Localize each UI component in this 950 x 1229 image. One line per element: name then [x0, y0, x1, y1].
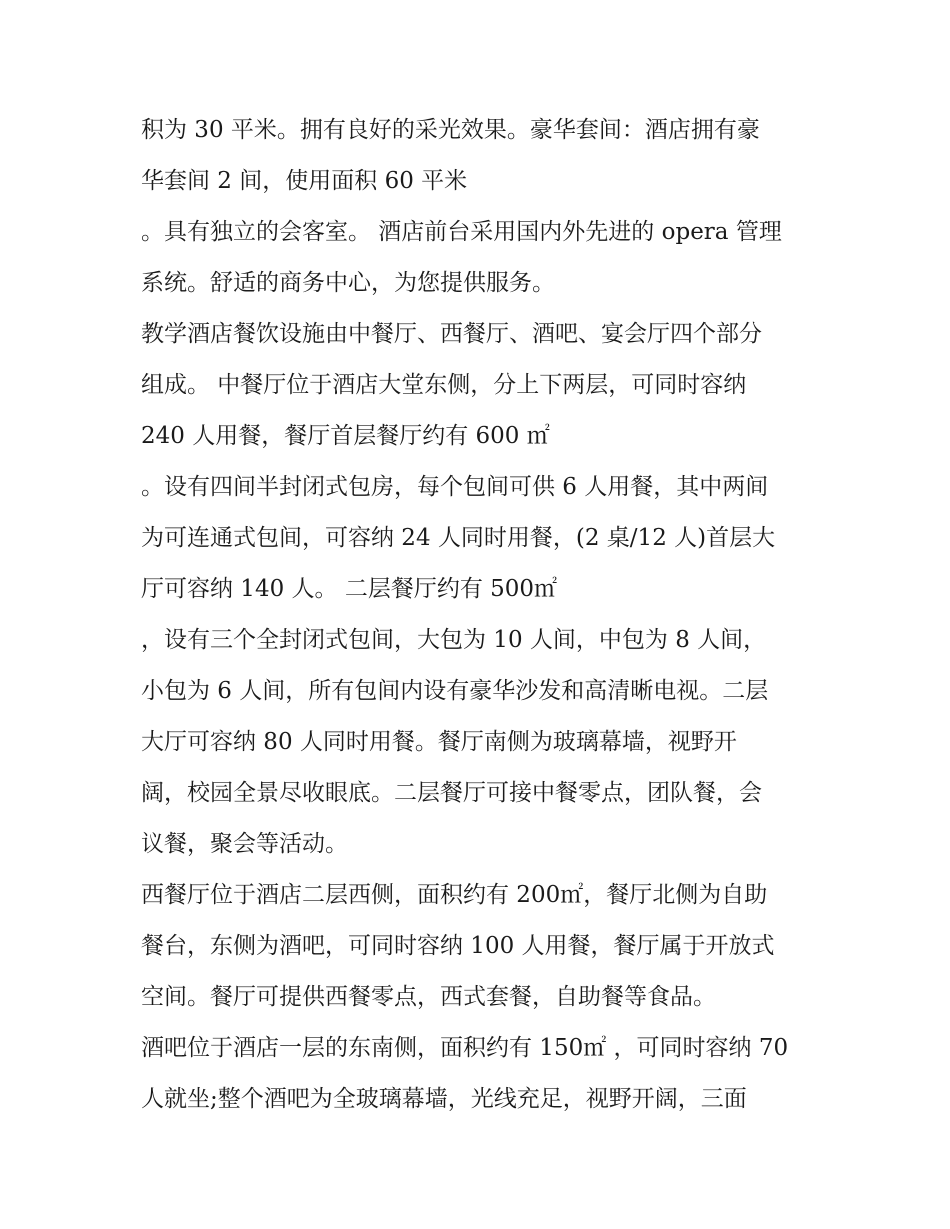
- text-line: 积为 30 平米。拥有良好的采光效果。豪华套间：酒店拥有豪: [141, 117, 760, 143]
- text-line: 。设有四间半封闭式包房，每个包间可供 6 人用餐，其中两间: [141, 474, 769, 500]
- text-line: 华套间 2 间，使用面积 60 平米: [141, 168, 468, 194]
- text-line: 教学酒店餐饮设施由中餐厅、西餐厅、酒吧、宴会厅四个部分: [141, 321, 762, 347]
- text-line: 阔，校园全景尽收眼底。二层餐厅可接中餐零点，团队餐，会: [141, 780, 762, 806]
- text-line: ，设有三个全封闭式包间，大包为 10 人间，中包为 8 人间，: [141, 627, 767, 653]
- text-line: 。具有独立的会客室。 酒店前台采用国内外先进的 opera 管理: [141, 219, 782, 245]
- text-line: 小包为 6 人间，所有包间内设有豪华沙发和高清晰电视。二层: [141, 678, 769, 704]
- text-line: 组成。 中餐厅位于酒店大堂东侧，分上下两层，可同时容纳: [141, 372, 747, 398]
- text-line: 西餐厅位于酒店二层西侧，面积约有 200㎡，餐厅北侧为自助: [141, 882, 768, 908]
- text-line: 议餐，聚会等活动。: [141, 831, 348, 857]
- text-line: 空间。餐厅可提供西餐零点，西式套餐，自助餐等食品。: [141, 984, 716, 1010]
- text-line: 酒吧位于酒店一层的东南侧，面积约有 150㎡ ，可同时容纳 70: [141, 1035, 789, 1061]
- text-line: 240 人用餐，餐厅首层餐厅约有 600 ㎡: [141, 423, 550, 449]
- text-line: 厅可容纳 140 人。 二层餐厅约有 500㎡: [141, 576, 558, 602]
- text-line: 系统。舒适的商务中心，为您提供服务。: [141, 270, 555, 296]
- text-line: 餐台，东侧为酒吧，可同时容纳 100 人用餐，餐厅属于开放式: [141, 933, 775, 959]
- text-line: 大厅可容纳 80 人同时用餐。餐厅南侧为玻璃幕墙，视野开: [141, 729, 737, 755]
- body-text: [141, 105, 831, 1125]
- text-line: 为可连通式包间，可容纳 24 人同时用餐，(2 桌/12 人)首层大: [141, 525, 776, 551]
- text-line: 人就坐;整个酒吧为全玻璃幕墙，光线充足，视野开阔，三面: [141, 1086, 747, 1112]
